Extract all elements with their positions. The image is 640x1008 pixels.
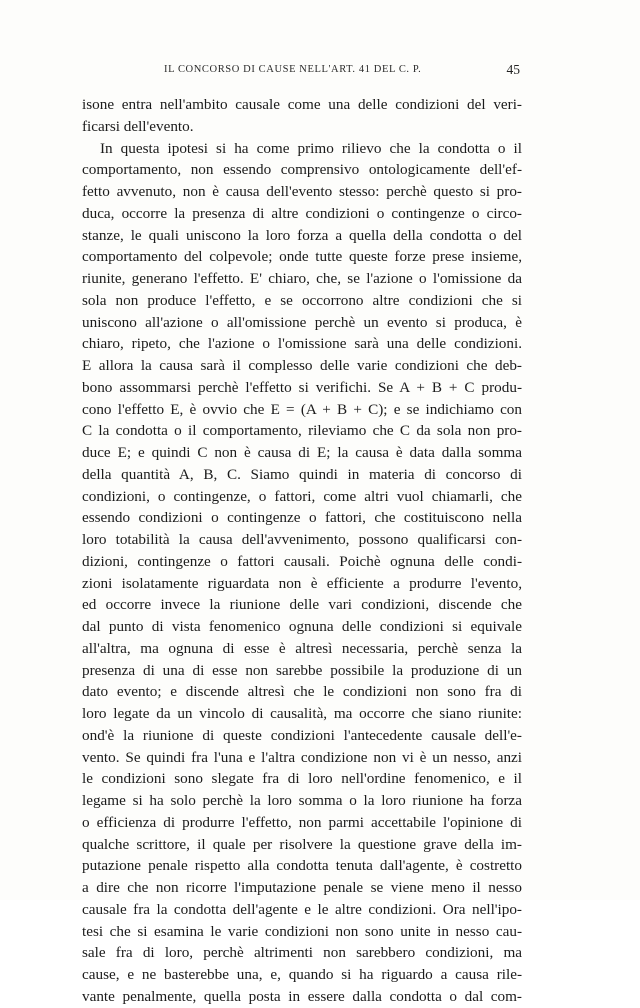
page-number: 45 <box>506 62 520 77</box>
text-line: chiaro, ripeto, che l'azione o l'omissione sarà una delle condizioni. <box>82 335 522 353</box>
text-line: ond'è la riunione di queste condizioni l'antecedente causale dell'e- <box>82 726 522 744</box>
text-line: causale fra la condotta dell'agente e le altre condizioni. Ora nell'ipo- <box>82 900 522 918</box>
text-line: loro legate da un vincolo di causalità, ma occorre che siano riunite: <box>82 705 522 722</box>
text-line: isone entra nell'ambito causale come una delle condizioni del veri- <box>82 96 522 113</box>
text-line: bono assommarsi perchè l'effetto si verifichi. Se A + B + C produ- <box>82 378 522 396</box>
text-line: presenza di una di esse non sarebbe possibile la produzione di un <box>82 661 522 679</box>
text-line: ed occorre invece la riunione delle vari condizioni, discende che <box>82 596 522 614</box>
text-line: sola non produce l'effetto, e se occorrono altre condizioni che si <box>82 291 522 309</box>
text-line: condizioni, o contingenze, o fattori, come altri vuol chiamarli, che <box>82 487 522 505</box>
text-line: della quantità A, B, C. Siamo quindi in materia di concorso di <box>82 465 522 483</box>
text-line: dizioni, contingenze o fattori causali. Poichè ognuna delle condi- <box>82 552 522 570</box>
text-line: comportamento, non essendo comprensivo ontologicamente dell'ef- <box>82 161 522 179</box>
text-line: o efficienza di produrre l'effetto, non parmi accettabile l'opinione di <box>82 813 522 831</box>
text-line: vante penalmente, quella posta in essere dalla condotta o dal com- <box>82 987 522 1005</box>
text-line: C la condotta o il comportamento, rileviamo che C da sola non pro- <box>82 422 522 440</box>
text-line: zioni isolatamente riguardata non è efficiente a produrre l'evento, <box>82 574 522 592</box>
text-line: duca, occorre la presenza di altre condizioni o contingenze o circo- <box>82 204 522 222</box>
text-line: uniscono all'azione o all'omissione perchè un evento si produca, è <box>82 313 522 331</box>
text-line: dato evento; e discende altresì che le condizioni non sono fra di <box>82 683 522 701</box>
text-line: cono l'effetto E, è ovvio che E = (A + B + C); e se indichiamo con <box>82 400 522 418</box>
text-line: sale fra di loro, perchè altrimenti non sarebbero condizioni, ma <box>82 944 522 962</box>
text-line: a dire che non ricorre l'imputazione penale se viene meno il nesso <box>82 879 522 896</box>
text-line: riunite, generano l'effetto. E' chiaro, che, se l'azione o l'omissione da <box>82 270 522 287</box>
text-line: dal punto di vista fenomenico ognuna delle condizioni si equivale <box>82 618 522 635</box>
text-line: putazione penale rispetto alla condotta tenuta dall'agente, è costretto <box>82 857 522 875</box>
text-line: In questa ipotesi si ha come primo rilievo che la condotta o il <box>100 139 522 157</box>
text-line: all'altra, ma ognuna di esse è altresì necessaria, perchè senza la <box>82 639 522 657</box>
text-line: comportamento del colpevole; onde tutte queste forze prese insieme, <box>82 248 522 266</box>
text-line: fetto avvenuto, non è causa dell'evento stesso: perchè questo si pro- <box>82 183 522 200</box>
text-line: legame si ha solo perchè la loro somma o la loro riunione ha forza <box>82 792 522 809</box>
text-line: le condizioni sono slegate fra di loro nell'ordine fenomenico, e il <box>82 770 522 788</box>
text-line: ficarsi dell'evento. <box>82 117 194 135</box>
running-head <box>84 62 520 82</box>
running-title: IL CONCORSO DI CAUSE NELL'ART. 41 DEL C. P. <box>164 64 422 75</box>
text-line: essendo condizioni o contingenze o fattori, che costituiscono nella <box>82 509 522 527</box>
text-line: duce E; e quindi C non è causa di E; la causa è data dalla somma <box>82 444 522 461</box>
text-line: vento. Se quindi fra l'una e l'altra condizione non vi è un nesso, anzi <box>82 748 522 766</box>
text-line: E allora la causa sarà il complesso delle varie condizioni che deb- <box>82 357 522 374</box>
text-line: qualche scrittore, il quale per risolvere la questione grave della im- <box>82 835 522 853</box>
text-line: tesi che si esamina le varie condizioni non sono unite in nesso cau- <box>82 922 522 940</box>
text-line: loro totabilità la causa dell'avvenimento, possono qualificarsi con- <box>82 531 522 548</box>
text-line: stanze, le quali uniscono la loro forza a quella della condotta o del <box>82 226 522 244</box>
body-text <box>82 94 522 1008</box>
text-line: cause, e ne basterebbe una, e, quando si ha riguardo a causa rile- <box>82 966 522 983</box>
